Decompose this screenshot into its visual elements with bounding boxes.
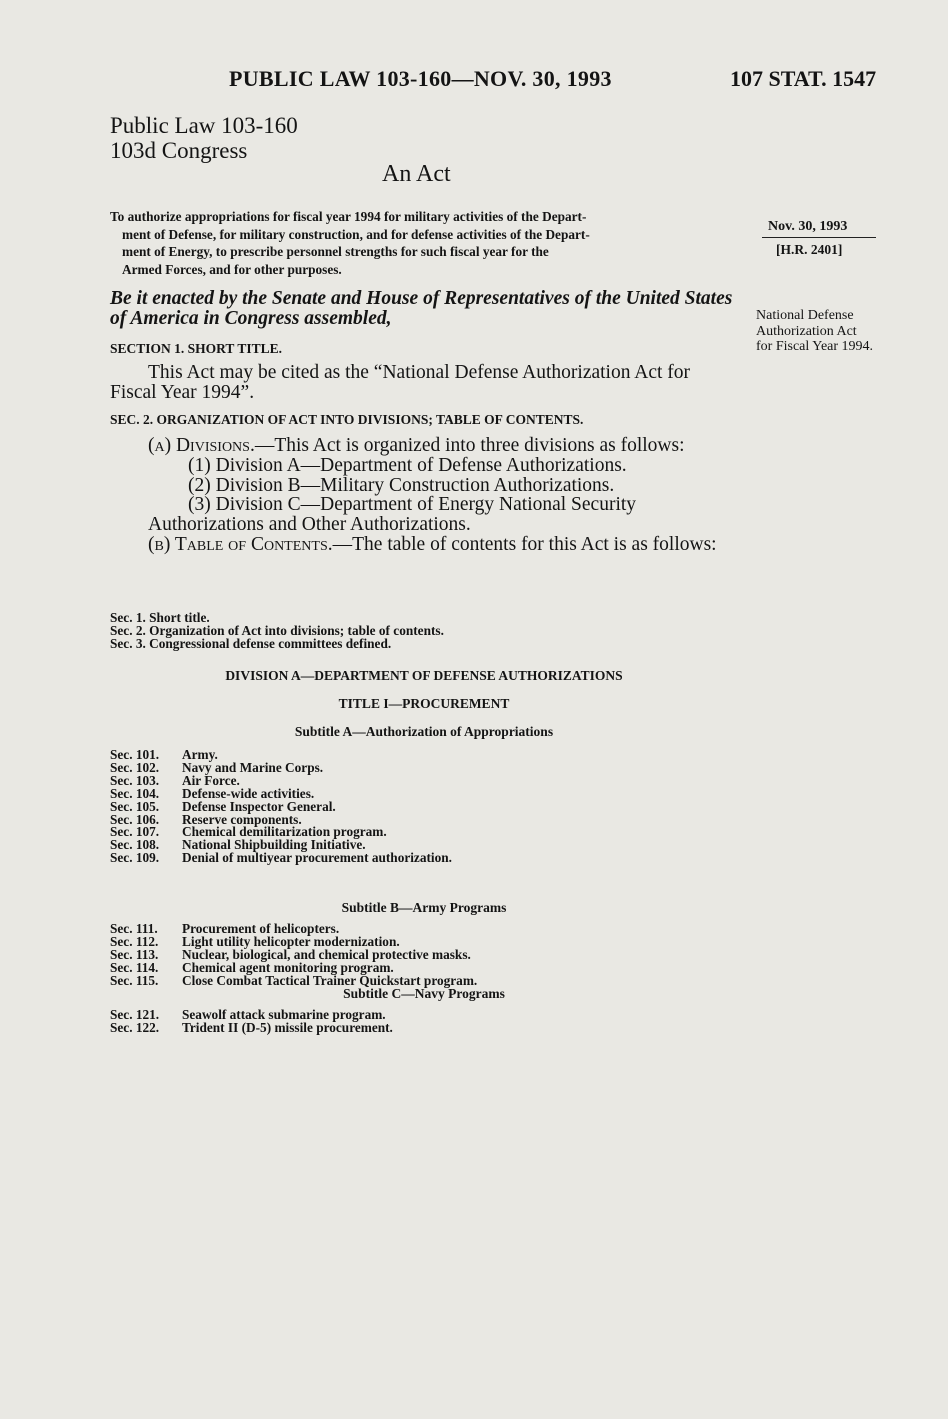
- enactment-date: Nov. 30, 1993: [768, 219, 848, 234]
- toc-entry-title: Congressional defense committees defined.: [149, 635, 392, 651]
- toc-entry-number: Sec. 2.: [110, 622, 146, 638]
- section-title: Light utility helicopter modernization.: [182, 933, 400, 949]
- stat-page-number: 107 STAT. 1547: [730, 66, 877, 91]
- section-number: Sec. 115.: [110, 972, 159, 988]
- division-item: (1) Division A—Department of Defense Authorizations.: [188, 454, 627, 476]
- toc-entry: [110, 635, 444, 651]
- toc-paragraph: [110, 535, 740, 555]
- section-title: Trident II (D-5) missile procurement.: [182, 1019, 393, 1035]
- section-number: Sec. 105.: [110, 798, 160, 814]
- section-title: Close Combat Tactical Trainer Quickstart program.: [182, 972, 478, 988]
- divisions-label: (a) Divisions.: [148, 435, 255, 456]
- section-number: Sec. 103.: [110, 772, 160, 788]
- bill-number: [H.R. 2401]: [776, 242, 843, 257]
- section-list-entry: [110, 852, 452, 865]
- section-number: Sec. 106.: [110, 811, 160, 827]
- section-number: Sec. 107.: [110, 824, 160, 840]
- section-title: Chemical demilitarization program.: [182, 824, 387, 840]
- section-number: Sec. 102.: [110, 759, 160, 775]
- section-1-text: This Act may be cited as the “National Defense Authorization Act for Fiscal Year 1994”.: [110, 362, 691, 403]
- toc-entry-number: Sec. 1.: [110, 610, 146, 625]
- section-title: Reserve components.: [182, 811, 302, 827]
- section-1-heading: SECTION 1. SHORT TITLE.: [110, 341, 282, 356]
- subtitle-a-list: [110, 749, 452, 865]
- section-title: National Shipbuilding Initiative.: [182, 837, 366, 853]
- section-number: Sec. 113.: [110, 946, 159, 962]
- section-number: Sec. 122.: [110, 1019, 160, 1035]
- section-title: Chemical agent monitoring program.: [182, 959, 394, 975]
- subtitle-c-list: [110, 1009, 393, 1035]
- divisions-paragraph: [110, 436, 740, 456]
- sidebar-rule: [762, 237, 876, 238]
- section-title: Air Force.: [182, 772, 240, 788]
- section-title: Nuclear, biological, and chemical protective masks.: [182, 946, 471, 962]
- title-1-heading: TITLE I—PROCUREMENT: [338, 696, 510, 711]
- divisions-text: —This Act is organized into three divisions as follows:: [254, 435, 685, 456]
- section-2-heading: SEC. 2. ORGANIZATION OF ACT INTO DIVISIONS; TABLE OF CONTENTS.: [110, 412, 584, 427]
- subtitle-a-heading: Subtitle A—Authorization of Appropriations: [294, 724, 554, 739]
- section-list-entry: [110, 759, 452, 775]
- table-of-contents: [110, 612, 444, 650]
- purpose-line: Armed Forces, and for other purposes.: [122, 261, 342, 277]
- subtitle-c-heading: Subtitle C—Navy Programs: [343, 986, 505, 1001]
- toc-text: —The table of contents for this Act is as follows:: [332, 533, 717, 555]
- congress-label: 103d Congress: [110, 138, 248, 163]
- section-number: Sec. 109.: [110, 850, 160, 866]
- section-title: Procurement of helicopters.: [182, 921, 340, 936]
- section-title: Seawolf attack submarine program.: [182, 1007, 386, 1022]
- subtitle-b-list: [110, 923, 477, 988]
- section-2-body: [110, 436, 740, 555]
- section-list-entry: [110, 1019, 393, 1035]
- section-title: Defense Inspector General.: [182, 798, 336, 814]
- section-number: Sec. 108.: [110, 837, 160, 853]
- purpose-paragraph: [110, 208, 740, 278]
- division-a-heading: DIVISION A—DEPARTMENT OF DEFENSE AUTHORIZATIONS: [225, 668, 623, 683]
- toc-entry-number: Sec. 3.: [110, 635, 146, 651]
- act-title: An Act: [382, 161, 451, 187]
- margin-note: National Defense Authorization Act for Fiscal Year 1994.: [756, 308, 874, 354]
- section-number: Sec. 114.: [110, 959, 159, 975]
- enacting-clause: Be it enacted by the Senate and House of Representatives of the United States of America in Congress assembled,: [110, 288, 733, 329]
- purpose-line: ment of Energy, to prescribe personnel strengths for such fiscal year for the: [122, 244, 549, 259]
- purpose-line: ment of Defense, for military construction, and for defense activities of the Depart-: [122, 226, 590, 242]
- section-title: Navy and Marine Corps.: [182, 759, 324, 775]
- law-block: [110, 113, 410, 163]
- division-item: (3) Division C—Department of Energy National Security Authorizations and Other Authorizations.: [148, 494, 637, 536]
- toc-entry-title: Short title.: [149, 610, 210, 625]
- running-head: PUBLIC LAW 103-160—NOV. 30, 1993: [229, 66, 612, 91]
- section-number: Sec. 111.: [110, 921, 158, 936]
- section-number: Sec. 112.: [110, 933, 159, 949]
- section-title: Denial of multiyear procurement authorization.: [182, 850, 452, 866]
- subtitle-b-heading: Subtitle B—Army Programs: [341, 900, 507, 915]
- purpose-line: To authorize appropriations for fiscal year 1994 for military activities of the Depart-: [110, 209, 587, 224]
- division-item: (2) Division B—Military Construction Authorizations.: [188, 474, 615, 496]
- section-number: Sec. 121.: [110, 1007, 160, 1022]
- toc-label: (b) Table of Contents.: [148, 533, 333, 555]
- section-number: Sec. 104.: [110, 785, 160, 801]
- section-title: Defense-wide activities.: [182, 785, 315, 801]
- section-number: Sec. 101.: [110, 747, 160, 762]
- section-title: Army.: [182, 747, 218, 762]
- toc-entry-title: Organization of Act into divisions; table of contents.: [149, 622, 444, 638]
- public-law-number: Public Law 103-160: [110, 113, 298, 138]
